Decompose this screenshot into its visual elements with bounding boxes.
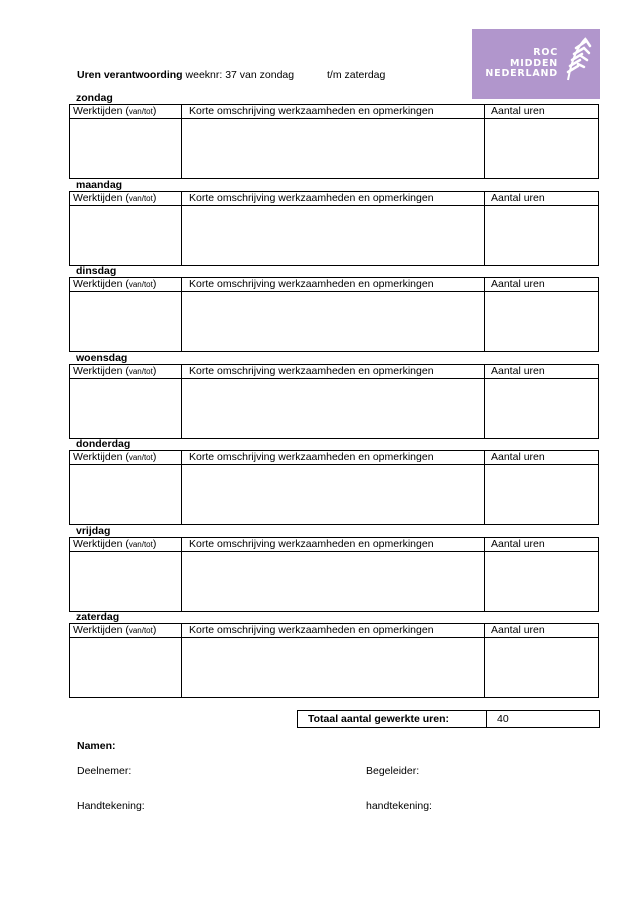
day-table <box>69 277 599 352</box>
worktimes-small-label: van/tot <box>128 453 153 462</box>
worktimes-small-label: van/tot <box>128 626 153 635</box>
day-title: donderdag <box>76 438 131 450</box>
total-hours-label: Totaal aantal gewerkte uren: <box>298 711 487 727</box>
hours-header: Aantal uren <box>485 365 599 379</box>
worktimes-small-label: van/tot <box>128 280 153 289</box>
table-header-row <box>70 192 599 206</box>
worktimes-cell[interactable] <box>70 638 182 698</box>
worktimes-small-label: van/tot <box>128 540 153 549</box>
form-title: Uren verantwoording <box>77 69 183 81</box>
supervisor-label: Begeleider: <box>366 765 420 777</box>
worktimes-label: Werktijden ( <box>73 624 129 636</box>
worktimes-label-end: ) <box>152 278 157 290</box>
hours-cell[interactable] <box>485 119 599 179</box>
table-header-row <box>70 538 599 552</box>
worktimes-label: Werktijden ( <box>73 365 129 377</box>
worktimes-cell[interactable] <box>70 552 182 612</box>
worktimes-label: Werktijden ( <box>73 538 129 550</box>
table-header-row <box>70 278 599 292</box>
roc-logo <box>472 29 600 99</box>
table-row <box>70 379 599 439</box>
day-section <box>69 439 599 525</box>
table-row <box>70 292 599 352</box>
hours-cell[interactable] <box>485 552 599 612</box>
description-header: Korte omschrijving werkzaamheden en opmerkingen <box>182 451 485 465</box>
week-info: weeknr: 37 van zondag <box>182 69 295 81</box>
day-title: maandag <box>76 179 123 191</box>
description-header: Korte omschrijving werkzaamheden en opmerkingen <box>182 624 485 638</box>
day-table <box>69 104 599 179</box>
description-cell[interactable] <box>182 206 485 266</box>
day-table <box>69 623 599 698</box>
worktimes-header <box>70 365 182 379</box>
worktimes-label: Werktijden ( <box>73 105 129 117</box>
worktimes-label: Werktijden ( <box>73 278 129 290</box>
table-row <box>70 119 599 179</box>
table-header-row <box>70 105 599 119</box>
day-title: zaterdag <box>76 611 120 623</box>
day-section <box>69 93 599 179</box>
worktimes-label-end: ) <box>152 451 157 463</box>
total-hours-value[interactable]: 40 <box>497 713 509 725</box>
table-row <box>70 465 599 525</box>
worktimes-label: Werktijden ( <box>73 192 129 204</box>
names-heading: Namen: <box>77 740 116 752</box>
worktimes-header <box>70 538 182 552</box>
worktimes-label-end: ) <box>152 624 157 636</box>
description-cell[interactable] <box>182 119 485 179</box>
table-header-row <box>70 365 599 379</box>
day-section <box>69 266 599 352</box>
feather-icon <box>558 36 592 88</box>
worktimes-label-end: ) <box>152 365 157 377</box>
logo-line-roc: ROC <box>533 47 558 58</box>
logo-line-nederland: NEDERLAND <box>485 68 558 79</box>
worktimes-header <box>70 105 182 119</box>
worktimes-header <box>70 624 182 638</box>
day-section <box>69 353 599 439</box>
description-cell[interactable] <box>182 379 485 439</box>
until-label: t/m zaterdag <box>327 69 386 81</box>
description-header: Korte omschrijving werkzaamheden en opmerkingen <box>182 192 485 206</box>
table-header-row <box>70 624 599 638</box>
day-section <box>69 526 599 612</box>
description-cell[interactable] <box>182 552 485 612</box>
description-cell[interactable] <box>182 292 485 352</box>
day-table <box>69 537 599 612</box>
day-table <box>69 364 599 439</box>
worktimes-header <box>70 278 182 292</box>
description-header: Korte omschrijving werkzaamheden en opmerkingen <box>182 538 485 552</box>
table-header-row <box>70 451 599 465</box>
table-row <box>70 638 599 698</box>
table-row <box>70 206 599 266</box>
table-row <box>70 552 599 612</box>
description-cell[interactable] <box>182 465 485 525</box>
logo-text <box>485 48 558 80</box>
day-section <box>69 180 599 266</box>
description-cell[interactable] <box>182 638 485 698</box>
worktimes-small-label: van/tot <box>128 367 153 376</box>
day-title: zondag <box>76 92 113 104</box>
worktimes-cell[interactable] <box>70 206 182 266</box>
hours-header: Aantal uren <box>485 624 599 638</box>
worktimes-small-label: van/tot <box>128 107 153 116</box>
hours-cell[interactable] <box>485 638 599 698</box>
day-title: dinsdag <box>76 265 117 277</box>
worktimes-cell[interactable] <box>70 379 182 439</box>
worktimes-header <box>70 451 182 465</box>
signature-left-label: Handtekening: <box>77 800 145 812</box>
participant-label: Deelnemer: <box>77 765 132 777</box>
total-hours-box <box>297 710 600 728</box>
hours-cell[interactable] <box>485 292 599 352</box>
hours-header: Aantal uren <box>485 451 599 465</box>
worktimes-small-label: van/tot <box>128 194 153 203</box>
hours-cell[interactable] <box>485 379 599 439</box>
description-header: Korte omschrijving werkzaamheden en opmerkingen <box>182 278 485 292</box>
worktimes-cell[interactable] <box>70 292 182 352</box>
hours-cell[interactable] <box>485 465 599 525</box>
worktimes-label-end: ) <box>152 192 157 204</box>
hours-header: Aantal uren <box>485 278 599 292</box>
description-header: Korte omschrijving werkzaamheden en opmerkingen <box>182 365 485 379</box>
day-title: woensdag <box>76 352 128 364</box>
signature-right-label: handtekening: <box>366 800 432 812</box>
hours-cell[interactable] <box>485 206 599 266</box>
form-header <box>77 69 386 81</box>
day-title: vrijdag <box>76 525 111 537</box>
day-section <box>69 612 599 698</box>
hours-header: Aantal uren <box>485 105 599 119</box>
hours-header: Aantal uren <box>485 192 599 206</box>
hours-header: Aantal uren <box>485 538 599 552</box>
day-table <box>69 191 599 266</box>
worktimes-cell[interactable] <box>70 119 182 179</box>
worktimes-label-end: ) <box>152 105 157 117</box>
worktimes-header <box>70 192 182 206</box>
worktimes-cell[interactable] <box>70 465 182 525</box>
description-header: Korte omschrijving werkzaamheden en opmerkingen <box>182 105 485 119</box>
worktimes-label-end: ) <box>152 538 157 550</box>
logo-line-midden: MIDDEN <box>510 57 558 69</box>
worktimes-label: Werktijden ( <box>73 451 129 463</box>
day-table <box>69 450 599 525</box>
